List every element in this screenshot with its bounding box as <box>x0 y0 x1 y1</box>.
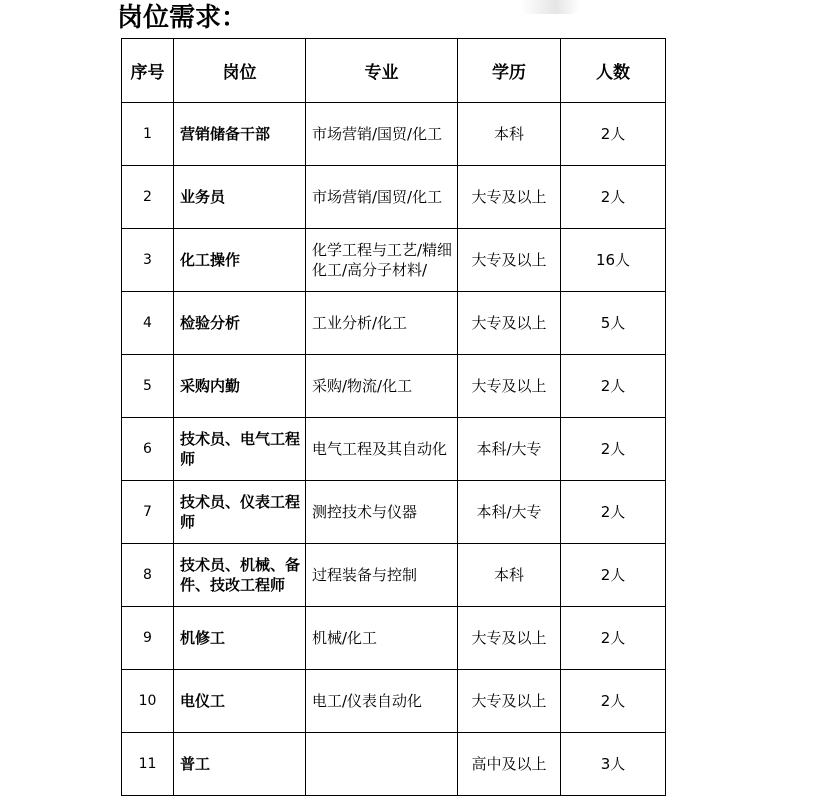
cell-index: 7 <box>122 481 174 544</box>
cell-education: 本科 <box>458 103 561 166</box>
job-requirements-table <box>121 38 666 796</box>
cell-count: 5人 <box>561 292 666 355</box>
table-row <box>122 355 666 418</box>
cell-position: 检验分析 <box>174 292 306 355</box>
cell-position: 技术员、机械、备件、技改工程师 <box>174 544 306 607</box>
cell-index: 3 <box>122 229 174 292</box>
cell-major: 电工/仪表自动化 <box>306 670 458 733</box>
table-row <box>122 292 666 355</box>
table-row <box>122 103 666 166</box>
cell-position: 采购内勤 <box>174 355 306 418</box>
cell-index: 5 <box>122 355 174 418</box>
cell-education: 大专及以上 <box>458 229 561 292</box>
cell-count: 2人 <box>561 481 666 544</box>
cell-index: 10 <box>122 670 174 733</box>
header-position: 岗位 <box>174 39 306 103</box>
cell-position: 技术员、电气工程师 <box>174 418 306 481</box>
cell-major: 过程装备与控制 <box>306 544 458 607</box>
header-education: 学历 <box>458 39 561 103</box>
cell-position: 业务员 <box>174 166 306 229</box>
cell-count: 2人 <box>561 166 666 229</box>
page-title: 岗位需求： <box>117 3 248 33</box>
cell-position: 机修工 <box>174 607 306 670</box>
cell-education: 本科/大专 <box>458 481 561 544</box>
cell-position: 普工 <box>174 733 306 796</box>
cell-count: 2人 <box>561 544 666 607</box>
cell-count: 2人 <box>561 355 666 418</box>
cell-index: 8 <box>122 544 174 607</box>
cell-major: 市场营销/国贸/化工 <box>306 103 458 166</box>
header-count: 人数 <box>561 39 666 103</box>
cell-position: 技术员、仪表工程师 <box>174 481 306 544</box>
table-row <box>122 166 666 229</box>
cell-position: 化工操作 <box>174 229 306 292</box>
cell-count: 16人 <box>561 229 666 292</box>
cell-count: 2人 <box>561 670 666 733</box>
cell-position: 电仪工 <box>174 670 306 733</box>
cell-major: 测控技术与仪器 <box>306 481 458 544</box>
cell-count: 2人 <box>561 103 666 166</box>
cell-education: 高中及以上 <box>458 733 561 796</box>
cell-education: 大专及以上 <box>458 670 561 733</box>
cell-index: 6 <box>122 418 174 481</box>
cell-major: 采购/物流/化工 <box>306 355 458 418</box>
cell-position: 营销储备干部 <box>174 103 306 166</box>
cell-education: 大专及以上 <box>458 607 561 670</box>
cell-education: 大专及以上 <box>458 292 561 355</box>
cell-education: 本科 <box>458 544 561 607</box>
page-shadow <box>520 0 580 14</box>
cell-index: 9 <box>122 607 174 670</box>
cell-count: 2人 <box>561 418 666 481</box>
cell-education: 大专及以上 <box>458 166 561 229</box>
table-row <box>122 607 666 670</box>
table-row <box>122 481 666 544</box>
cell-major: 工业分析/化工 <box>306 292 458 355</box>
table-row <box>122 670 666 733</box>
cell-education: 大专及以上 <box>458 355 561 418</box>
cell-count: 2人 <box>561 607 666 670</box>
table-row <box>122 418 666 481</box>
table-row <box>122 544 666 607</box>
cell-index: 11 <box>122 733 174 796</box>
cell-count: 3人 <box>561 733 666 796</box>
cell-major: 机械/化工 <box>306 607 458 670</box>
cell-index: 2 <box>122 166 174 229</box>
cell-major: 电气工程及其自动化 <box>306 418 458 481</box>
cell-major <box>306 733 458 796</box>
table-row <box>122 733 666 796</box>
cell-major: 市场营销/国贸/化工 <box>306 166 458 229</box>
table-header-row <box>122 39 666 103</box>
table-row <box>122 229 666 292</box>
cell-education: 本科/大专 <box>458 418 561 481</box>
cell-index: 1 <box>122 103 174 166</box>
header-major: 专业 <box>306 39 458 103</box>
header-index: 序号 <box>122 39 174 103</box>
cell-index: 4 <box>122 292 174 355</box>
cell-major: 化学工程与工艺/精细化工/高分子材料/ <box>306 229 458 292</box>
